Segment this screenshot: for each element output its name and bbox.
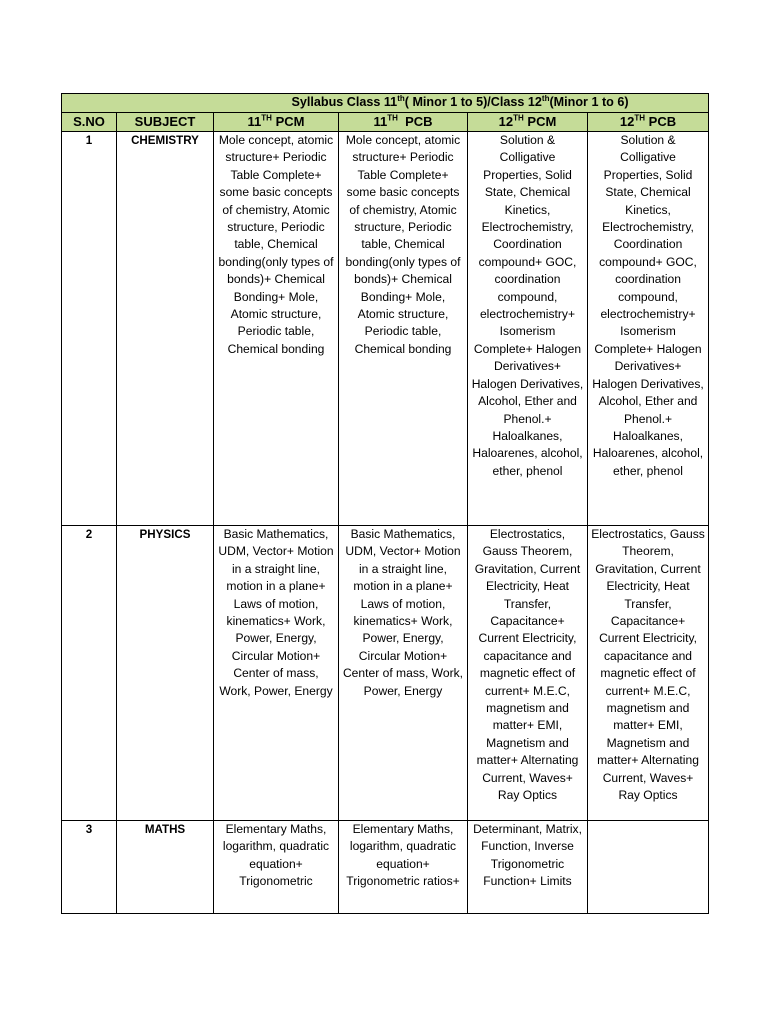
header-subject: SUBJECT xyxy=(117,113,214,132)
header-12th-pcm: 12TH PCM xyxy=(468,113,588,132)
syllabus-cell: Electrostatics, Gauss Theorem, Gravitation, Current Electricity, Heat Transfer, Capacitance+ Current Electricity, capacitance and magnetic effect of current+ M.E.C, magnetism and matter+ EMI, Magnetism and matter+ Alternating Current, Waves+ Ray Optics xyxy=(588,526,709,821)
table-row xyxy=(62,132,709,526)
subject-cell: CHEMISTRY xyxy=(117,132,214,526)
syllabus-cell: Elementary Maths, logarithm, quadratic equation+ Trigonometric xyxy=(214,821,339,914)
sno-cell: 1 xyxy=(62,132,117,526)
header-sno: S.NO xyxy=(62,113,117,132)
title-row xyxy=(62,94,709,113)
syllabus-cell: Determinant, Matrix, Function, Inverse Trigonometric Function+ Limits xyxy=(468,821,588,914)
subject-cell: MATHS xyxy=(117,821,214,914)
syllabus-cell xyxy=(588,821,709,914)
header-row xyxy=(62,113,709,132)
table-row xyxy=(62,526,709,821)
syllabus-cell: Basic Mathematics, UDM, Vector+ Motion in a straight line, motion in a plane+ Laws of motion, kinematics+ Work, Power, Energy, Circular Motion+ Center of mass, Work, Power, Energy xyxy=(214,526,339,821)
header-12th-pcb: 12TH PCB xyxy=(588,113,709,132)
syllabus-cell: Mole concept, atomic structure+ Periodic Table Complete+ some basic concepts of chemistry, Atomic structure, Periodic table, Chemical bonding(only types of bonds)+ Chemical Bonding+ Mole, Atomic structure, Periodic table, Chemical bonding xyxy=(339,132,468,526)
syllabus-table xyxy=(61,93,709,914)
syllabus-cell: Solution & Colligative Properties, Solid State, Chemical Kinetics, Electrochemistry, Coordination compound+ GOC, coordination compound, electrochemistry+ Isomerism Complete+ Halogen Derivatives+ Halogen Derivatives, Alcohol, Ether and Phenol.+ Haloalkanes, Haloarenes, alcohol, ether, phenol xyxy=(468,132,588,526)
sno-cell: 2 xyxy=(62,526,117,821)
syllabus-cell: Elementary Maths, logarithm, quadratic equation+ Trigonometric ratios+ xyxy=(339,821,468,914)
syllabus-cell: Electrostatics, Gauss Theorem, Gravitation, Current Electricity, Heat Transfer, Capacitance+ Current Electricity, capacitance and magnetic effect of current+ M.E.C, magnetism and matter+ EMI, Magnetism and matter+ Alternating Current, Waves+ Ray Optics xyxy=(468,526,588,821)
table-row xyxy=(62,821,709,914)
header-11th-pcm: 11TH PCM xyxy=(214,113,339,132)
syllabus-cell: Mole concept, atomic structure+ Periodic Table Complete+ some basic concepts of chemistry, Atomic structure, Periodic table, Chemical bonding(only types of bonds)+ Chemical Bonding+ Mole, Atomic structure, Periodic table, Chemical bonding xyxy=(214,132,339,526)
header-11th-pcb: 11TH PCB xyxy=(339,113,468,132)
subject-cell: PHYSICS xyxy=(117,526,214,821)
syllabus-cell: Basic Mathematics, UDM, Vector+ Motion in a straight line, motion in a plane+ Laws of motion, kinematics+ Work, Power, Energy, Circular Motion+ Center of mass, Work, Power, Energy xyxy=(339,526,468,821)
syllabus-cell: Solution & Colligative Properties, Solid State, Chemical Kinetics, Electrochemistry, Coordination compound+ GOC, coordination compound, electrochemistry+ Isomerism Complete+ Halogen Derivatives+ Halogen Derivatives, Alcohol, Ether and Phenol.+ Haloalkanes, Haloarenes, alcohol, ether, phenol xyxy=(588,132,709,526)
sno-cell: 3 xyxy=(62,821,117,914)
table-title: Syllabus Class 11th( Minor 1 to 5)/Class 12th(Minor 1 to 6) xyxy=(62,94,709,113)
